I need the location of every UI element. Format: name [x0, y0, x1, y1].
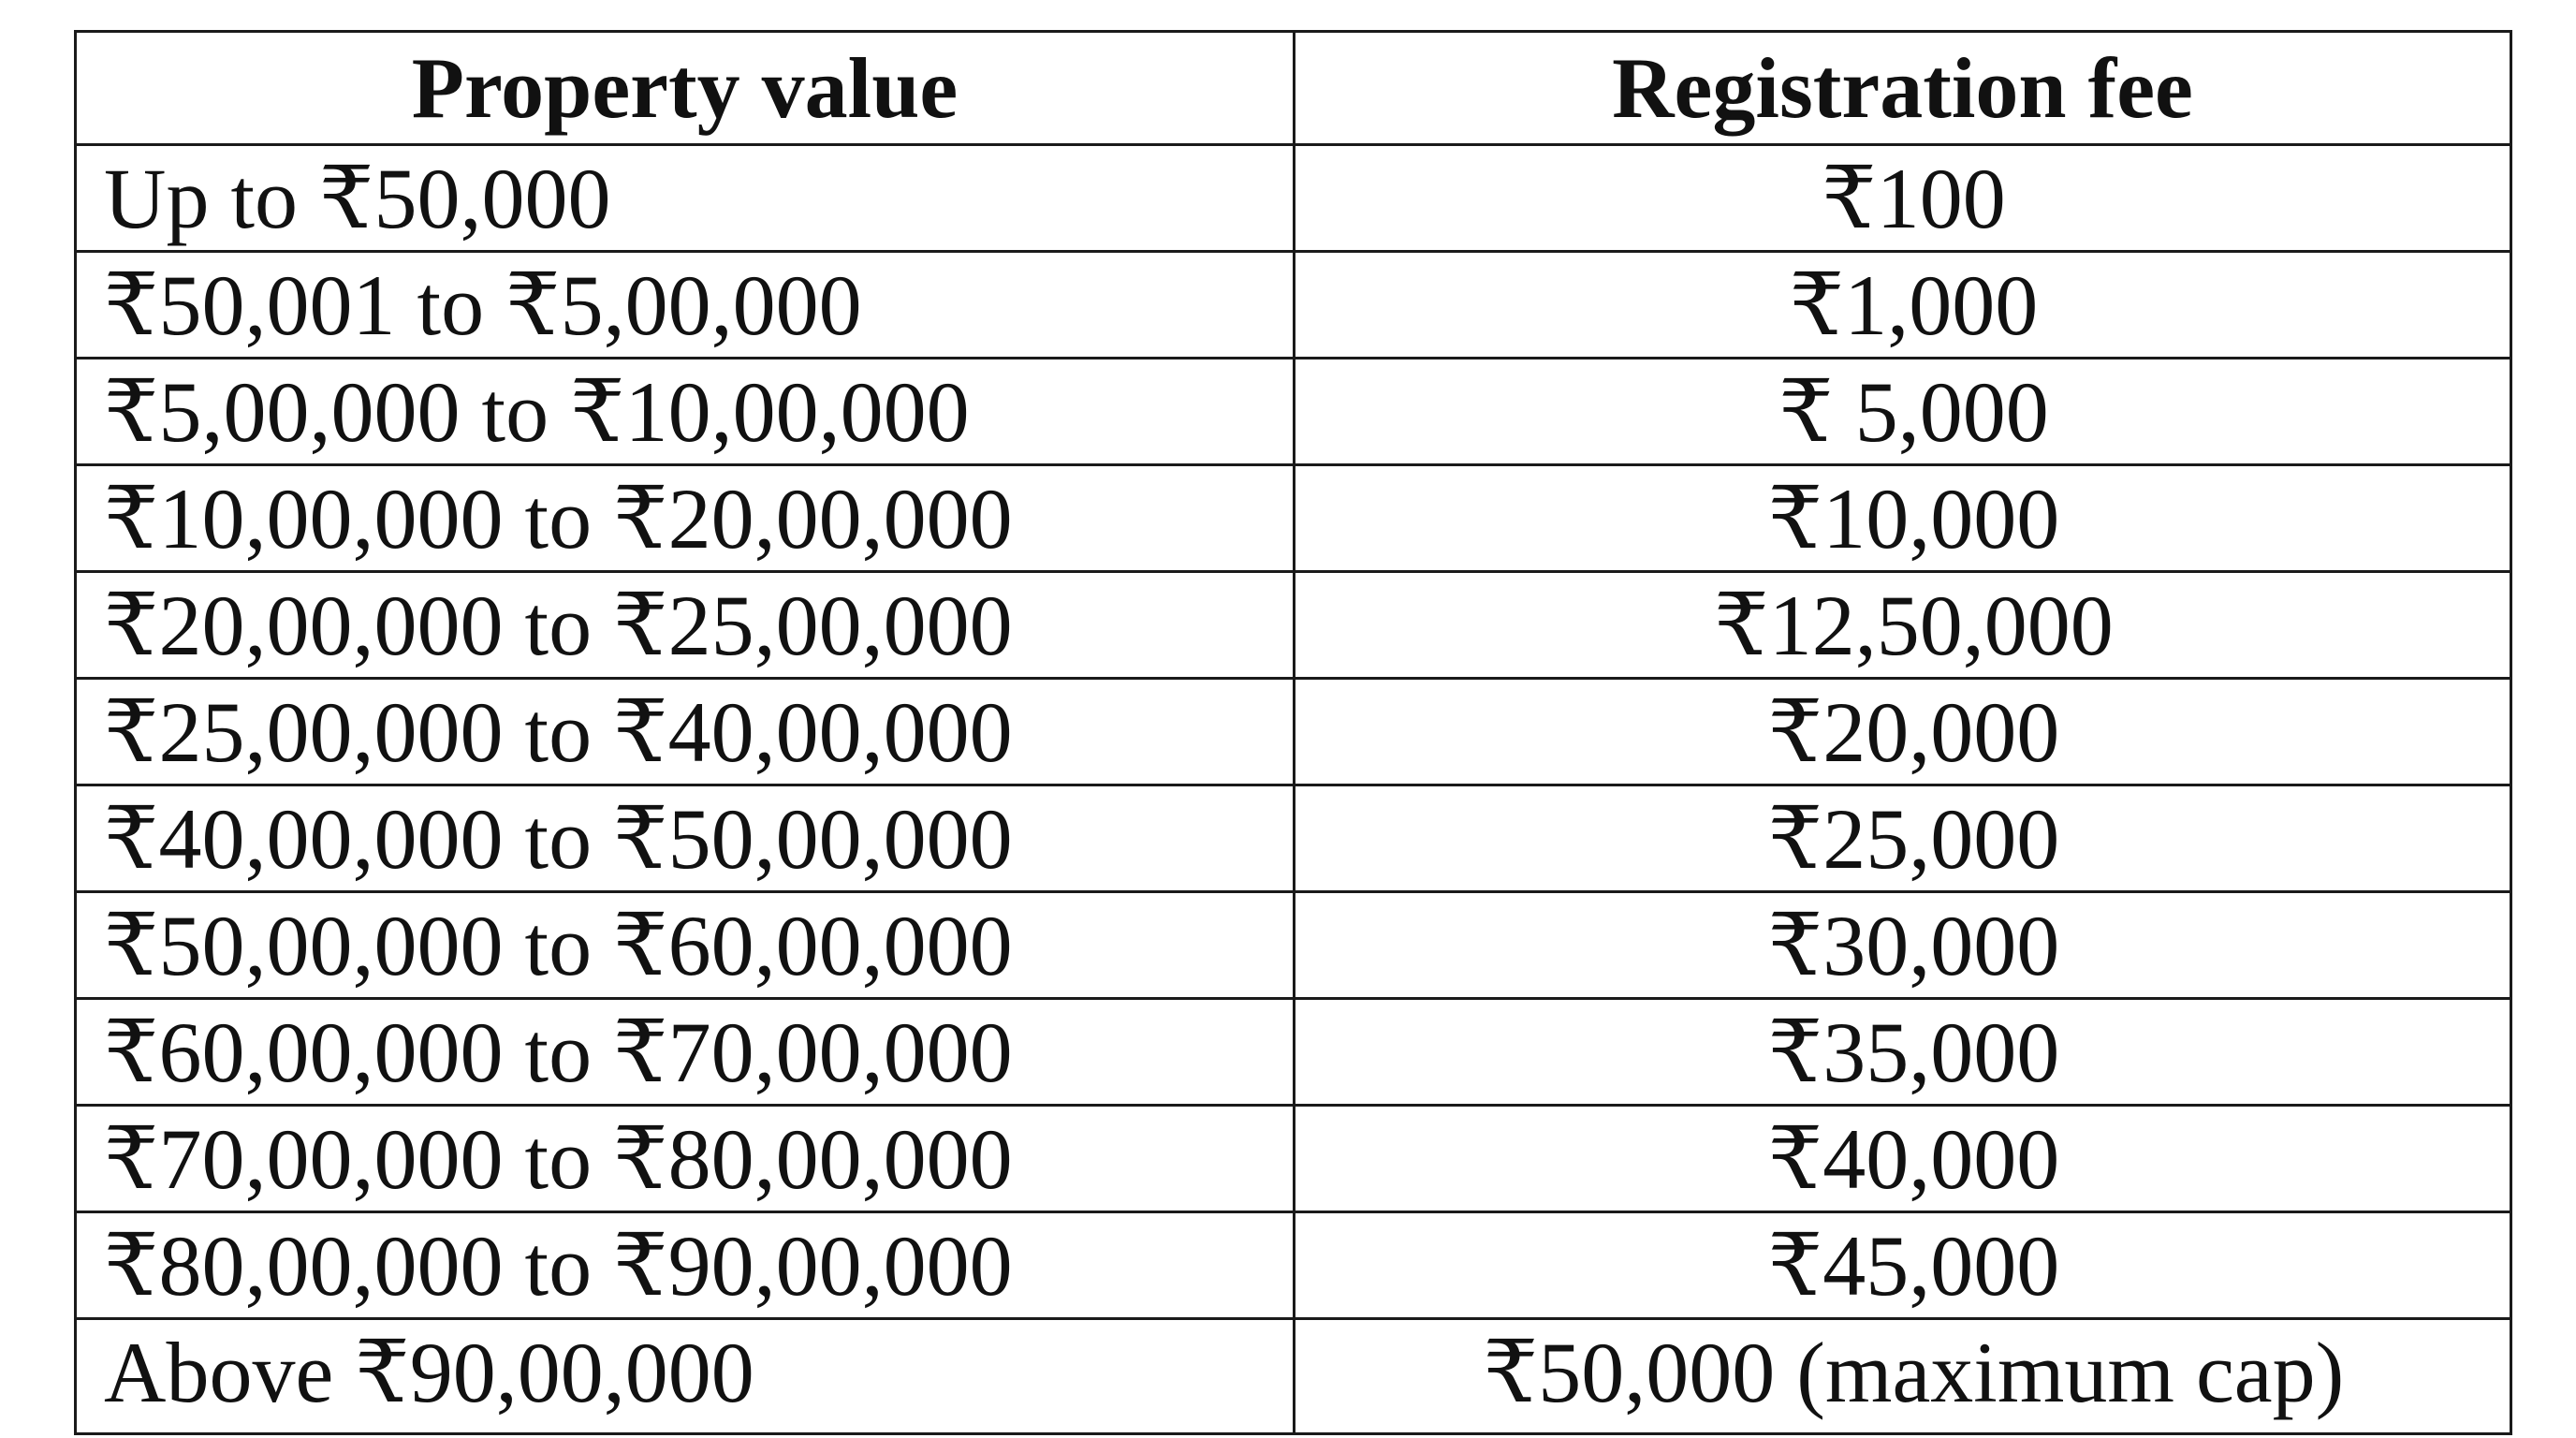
registration-fee-cell: ₹35,000: [1295, 999, 2511, 1106]
table-row: [76, 252, 2511, 359]
registration-fee-cell: ₹30,000: [1295, 892, 2511, 999]
table-row: [76, 1212, 2511, 1319]
property-value-cell: ₹20,00,000 to ₹25,00,000: [76, 572, 1295, 679]
table-row: [76, 892, 2511, 999]
registration-fee-cell: ₹ 5,000: [1295, 359, 2511, 465]
property-value-cell: ₹25,00,000 to ₹40,00,000: [76, 679, 1295, 785]
table-row: [76, 679, 2511, 785]
registration-fee-cell: ₹100: [1295, 145, 2511, 252]
registration-fee-cell: ₹12,50,000: [1295, 572, 2511, 679]
registration-fee-cell: ₹50,000 (maximum cap): [1295, 1319, 2511, 1434]
table-row: [76, 999, 2511, 1106]
table-row: [76, 359, 2511, 465]
property-value-cell: ₹80,00,000 to ₹90,00,000: [76, 1212, 1295, 1319]
property-value-cell: ₹5,00,000 to ₹10,00,000: [76, 359, 1295, 465]
property-value-cell: ₹10,00,000 to ₹20,00,000: [76, 465, 1295, 572]
property-value-cell: ₹50,00,000 to ₹60,00,000: [76, 892, 1295, 999]
property-value-cell: ₹40,00,000 to ₹50,00,000: [76, 785, 1295, 892]
registration-fee-cell: ₹10,000: [1295, 465, 2511, 572]
table-row: [76, 1319, 2511, 1434]
registration-fee-cell: ₹25,000: [1295, 785, 2511, 892]
property-value-cell: Above ₹90,00,000: [76, 1319, 1295, 1434]
table-row: [76, 785, 2511, 892]
registration-fee-cell: ₹45,000: [1295, 1212, 2511, 1319]
registration-fee-cell: ₹40,000: [1295, 1106, 2511, 1212]
table-header-row: [76, 32, 2511, 145]
table-row: [76, 572, 2511, 679]
property-value-cell: ₹70,00,000 to ₹80,00,000: [76, 1106, 1295, 1212]
property-value-cell: ₹60,00,000 to ₹70,00,000: [76, 999, 1295, 1106]
header-property-value: Property value: [76, 32, 1295, 145]
registration-fee-cell: ₹20,000: [1295, 679, 2511, 785]
table-row: [76, 145, 2511, 252]
registration-fee-cell: ₹1,000: [1295, 252, 2511, 359]
property-value-cell: Up to ₹50,000: [76, 145, 1295, 252]
property-value-cell: ₹50,001 to ₹5,00,000: [76, 252, 1295, 359]
table-row: [76, 1106, 2511, 1212]
table-row: [76, 465, 2511, 572]
registration-fee-table: [74, 30, 2512, 1435]
header-registration-fee: Registration fee: [1295, 32, 2511, 145]
